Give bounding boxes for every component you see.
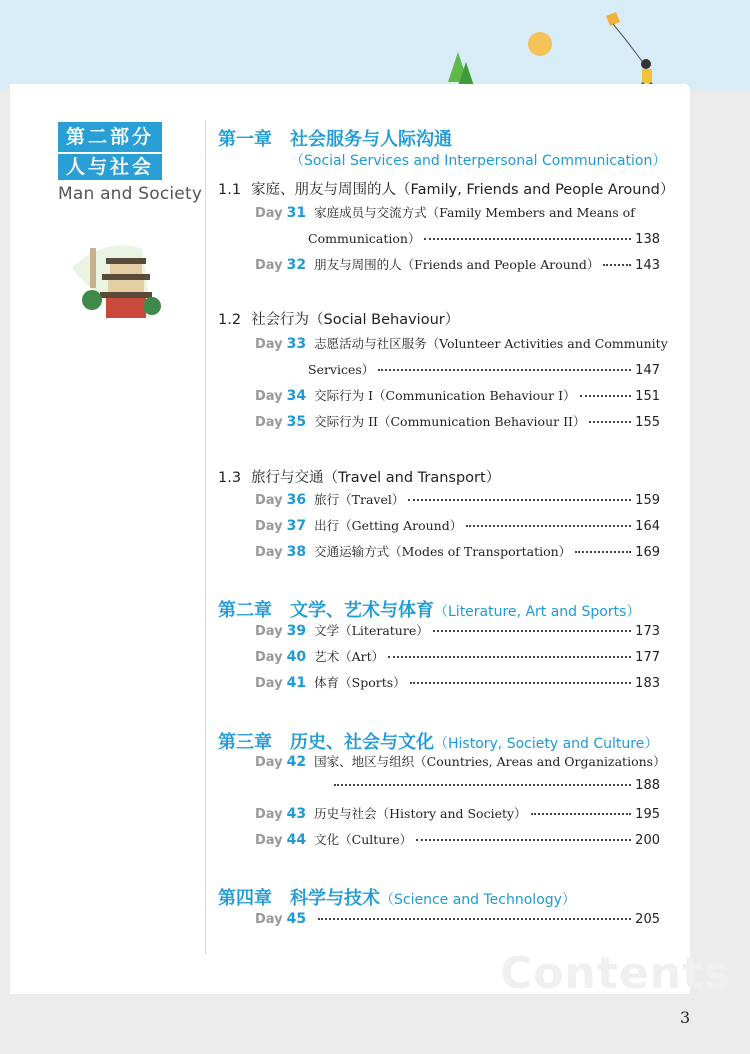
entry-title: 志愿活动与社区服务（Volunteer Activities and Community — [314, 336, 668, 351]
toc-entry-day-40[interactable] — [255, 647, 660, 667]
leader-dots — [580, 395, 632, 397]
day-number: 32 — [286, 257, 307, 273]
leader-dots — [531, 813, 632, 815]
day-label: Day — [255, 912, 283, 927]
entry-title-continued: Communication） — [308, 231, 421, 246]
toc-entry-day-37[interactable] — [255, 516, 660, 536]
leader-dots — [410, 682, 632, 684]
day-label: Day — [255, 493, 283, 508]
entry-title: 艺术（Art） — [314, 649, 385, 664]
toc-entry-day-31[interactable] — [255, 203, 660, 223]
toc-entry-day-33[interactable] — [255, 334, 668, 354]
chapter-title-zh: 第三章 历史、社会与文化 — [218, 732, 434, 753]
page-number: 183 — [635, 676, 660, 691]
page-number: 151 — [635, 389, 660, 404]
leader-dots — [388, 656, 631, 658]
day-number: 36 — [286, 492, 307, 508]
section-title: 旅行与交通（Travel and Transport） — [251, 470, 501, 486]
toc-entry-day-43[interactable] — [255, 804, 660, 824]
chapter-1-title: 第一章 社会服务与人际沟通 — [218, 129, 452, 150]
day-label: Day — [255, 415, 283, 430]
page-number: 173 — [635, 624, 660, 639]
section-title: 社会行为（Social Behaviour） — [251, 312, 460, 328]
chapter-3-title — [218, 728, 658, 754]
divider-line — [205, 120, 206, 955]
day-label: Day — [255, 624, 283, 639]
toc-entry-day-31-cont[interactable] — [308, 229, 660, 249]
leader-dots — [575, 551, 631, 553]
page-number: 155 — [635, 415, 660, 430]
entry-title: 文学（Literature） — [314, 623, 429, 638]
day-number: 37 — [286, 518, 307, 534]
toc-entry-day-44[interactable] — [255, 830, 660, 850]
day-label: Day — [255, 337, 283, 352]
sun-icon — [528, 32, 552, 56]
toc-entry-day-35[interactable] — [255, 412, 660, 432]
part-title-en: Man and Society — [58, 184, 203, 204]
chapter-title-en: （Literature, Art and Sports） — [434, 604, 641, 620]
page-number: 188 — [635, 778, 660, 793]
toc-entry-day-33-cont[interactable] — [308, 360, 660, 380]
part-heading — [58, 122, 202, 204]
entry-title: 国家、地区与组织（Countries, Areas and Organizations） — [314, 754, 666, 769]
entry-title-continued: Services） — [308, 362, 375, 377]
day-number: 43 — [286, 806, 307, 822]
toc-entry-day-38[interactable] — [255, 542, 660, 562]
day-label: Day — [255, 519, 283, 534]
section-number: 1.2 — [218, 312, 242, 328]
part-label: 第二部分 — [58, 122, 162, 152]
day-label: Day — [255, 258, 283, 273]
toc-entry-day-45[interactable] — [255, 911, 660, 931]
day-number: 41 — [286, 675, 307, 691]
chapter-title-en: （Science and Technology） — [380, 892, 576, 908]
entry-title: 交际行为 II（Communication Behaviour II） — [314, 414, 586, 429]
page-number: 195 — [635, 807, 660, 822]
entry-title: 文化（Culture） — [314, 832, 413, 847]
leader-dots — [466, 525, 631, 527]
day-number: 42 — [286, 754, 307, 770]
entry-title: 体育（Sports） — [314, 675, 406, 690]
day-number: 45 — [286, 911, 307, 927]
contents-watermark: Contents — [500, 948, 732, 999]
entry-title: 交通运输方式（Modes of Transportation） — [314, 544, 572, 559]
toc-entry-day-36[interactable] — [255, 490, 660, 510]
toc-entry-day-41[interactable] — [255, 673, 660, 693]
page-number: 205 — [635, 912, 660, 927]
section-1-1 — [218, 178, 674, 199]
day-number: 33 — [286, 336, 307, 352]
page-number: 164 — [635, 519, 660, 534]
entry-title: 旅行（Travel） — [314, 492, 405, 507]
toc-entry-day-39[interactable] — [255, 621, 660, 641]
entry-title: 家庭成员与交流方式（Family Members and Means of — [314, 205, 635, 220]
leader-dots — [408, 499, 631, 501]
leader-dots — [433, 630, 631, 632]
leader-dots — [424, 238, 631, 240]
chapter-title-zh: 第四章 科学与技术 — [218, 888, 380, 909]
toc-entry-day-42-cont[interactable] — [330, 778, 660, 798]
leader-dots — [416, 839, 631, 841]
day-label: Day — [255, 650, 283, 665]
chapter-title-zh: 第二章 文学、艺术与体育 — [218, 600, 434, 621]
toc-entry-day-34[interactable] — [255, 386, 660, 406]
entry-title: 交际行为 I（Communication Behaviour I） — [314, 388, 576, 403]
leader-dots — [334, 784, 631, 786]
day-number: 38 — [286, 544, 307, 560]
entry-title: 出行（Getting Around） — [314, 518, 463, 533]
day-number: 40 — [286, 649, 307, 665]
page-number: 177 — [635, 650, 660, 665]
day-label: Day — [255, 833, 283, 848]
entry-title: 朋友与周围的人（Friends and People Around） — [314, 257, 600, 272]
entry-title: 历史与社会（History and Society） — [314, 806, 527, 821]
chapter-title-en: （History, Society and Culture） — [434, 736, 659, 752]
day-number: 44 — [286, 832, 307, 848]
day-number: 31 — [286, 205, 307, 221]
section-number: 1.1 — [218, 182, 242, 198]
chapter-4-title — [218, 884, 576, 910]
chapter-1-title-en: （Social Services and Interpersonal Communication） — [290, 153, 667, 169]
page-number-footer: 3 — [680, 1008, 691, 1027]
page-number: 159 — [635, 493, 660, 508]
day-number: 39 — [286, 623, 307, 639]
chapter-2-title — [218, 596, 640, 622]
section-title: 家庭、朋友与周围的人（Family, Friends and People Around） — [251, 182, 675, 198]
day-number: 35 — [286, 414, 307, 430]
toc-entry-day-42[interactable] — [255, 752, 666, 772]
leader-dots — [318, 918, 631, 920]
toc-entry-day-32[interactable] — [255, 255, 660, 275]
page-number: 200 — [635, 833, 660, 848]
leader-dots — [378, 369, 631, 371]
page-number: 143 — [635, 258, 660, 273]
page-number: 169 — [635, 545, 660, 560]
page-number: 147 — [635, 363, 660, 378]
day-label: Day — [255, 206, 283, 221]
page-number: 138 — [635, 232, 660, 247]
section-1-2 — [218, 308, 459, 329]
leader-dots — [603, 264, 631, 266]
great-wall-pagoda-illustration — [62, 228, 172, 332]
section-1-3 — [218, 466, 500, 487]
day-label: Day — [255, 807, 283, 822]
day-number: 34 — [286, 388, 307, 404]
part-title: 人与社会 — [58, 154, 162, 180]
day-label: Day — [255, 676, 283, 691]
day-label: Day — [255, 389, 283, 404]
bottom-margin — [0, 994, 750, 1054]
day-label: Day — [255, 755, 283, 770]
day-label: Day — [255, 545, 283, 560]
section-number: 1.3 — [218, 470, 242, 486]
leader-dots — [589, 421, 631, 423]
